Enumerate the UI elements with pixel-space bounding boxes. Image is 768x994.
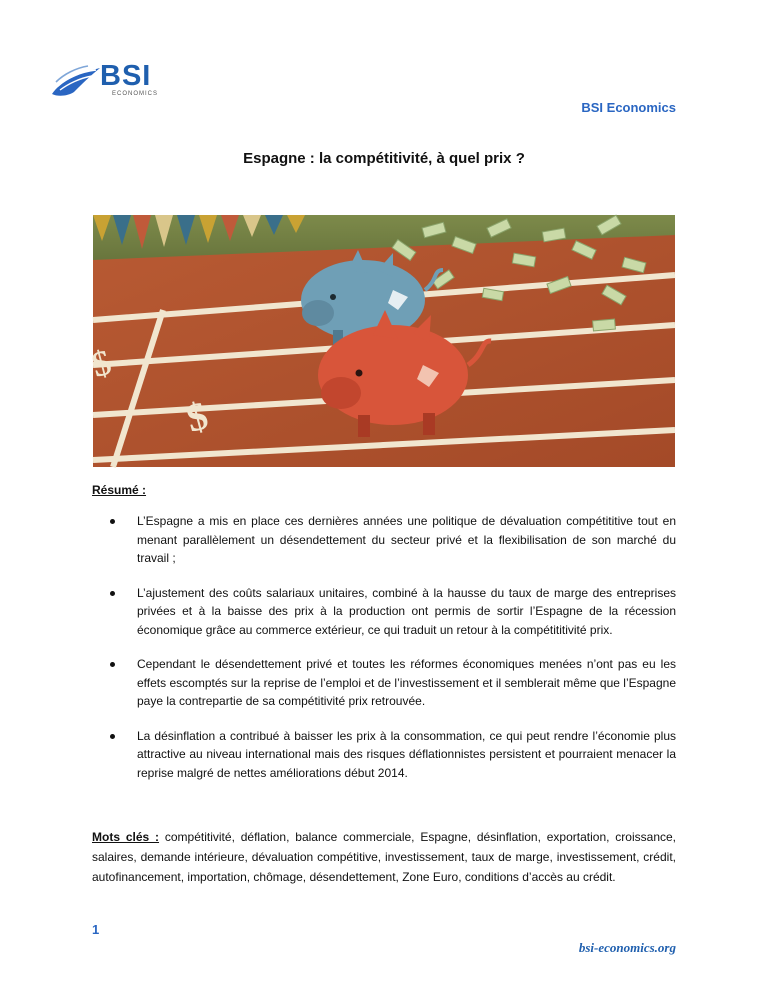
document-title: Espagne : la compétitivité, à quel prix ? [243, 150, 525, 167]
list-item [92, 655, 676, 711]
bullet-icon [110, 591, 115, 596]
hero-illustration [87, 215, 675, 467]
brand-header: BSI Economics [581, 100, 676, 115]
summary-bullet-text: L’ajustement des coûts salariaux unitaires, combiné à la hausse du taux de marge des entreprises privées et à la baisse des prix à la production ont permis de sortir l’Espagne de la récession économique grâce au commerce extérieur, ce qui traduit un retour à la compétititivité prix. [137, 585, 676, 637]
wing-icon [50, 64, 102, 98]
logo-wordmark: BSI [100, 60, 152, 92]
keywords-text: compétitivité, déflation, balance commerciale, Espagne, désinflation, exportation, croissance, salaires, demande intérieure, dévaluation compétitive, investissement, taux de marge, investissement, crédit, autofinancement, importation, chômage, désendettement, Zone Euro, conditions d’accès au crédit. [92, 830, 676, 884]
svg-text:$: $ [181, 392, 213, 441]
keywords-label: Mots clés : [92, 830, 160, 844]
summary-bullet-text: La désinflation a contribué à baisser les prix à la consommation, ce qui peut rendre l’économie plus attractive au niveau international mais des risques déflationnistes persistent et pourraient menacer la reprise malgré de nettes améliorations début 2014. [137, 728, 676, 780]
summary-bullet-text: Cependant le désendettement privé et toutes les réformes économiques menées n’ont pas eu les effets escomptés sur la reprise de l’emploi et de l’investissement et il semblerait même que l’Espagne paye la contrepartie de sa compétitivité prix retrouvée. [137, 657, 676, 708]
bullet-icon [110, 662, 115, 667]
summary-bullet-text: L’Espagne a mis en place ces dernières années une politique de dévaluation compétititive tout en menant parallèlement un désendettement du secteur privé et la flexibilisation de son marché du travail ; [137, 514, 676, 565]
footer-link[interactable]: bsi-economics.org [578, 940, 676, 955]
keywords-paragraph [92, 827, 676, 887]
bullet-icon [110, 734, 115, 739]
summary-list [92, 512, 676, 798]
bsi-logo[interactable] [50, 60, 170, 104]
list-item [92, 584, 676, 640]
piggy-bank-race-icon [87, 215, 675, 467]
bullet-icon [110, 519, 115, 524]
svg-text:$: $ [87, 341, 116, 385]
summary-heading: Résumé : [92, 483, 147, 497]
list-item [92, 512, 676, 568]
page-number: 1 [92, 922, 100, 937]
list-item [92, 727, 676, 783]
logo-subtext: ECONOMICS [112, 91, 159, 97]
